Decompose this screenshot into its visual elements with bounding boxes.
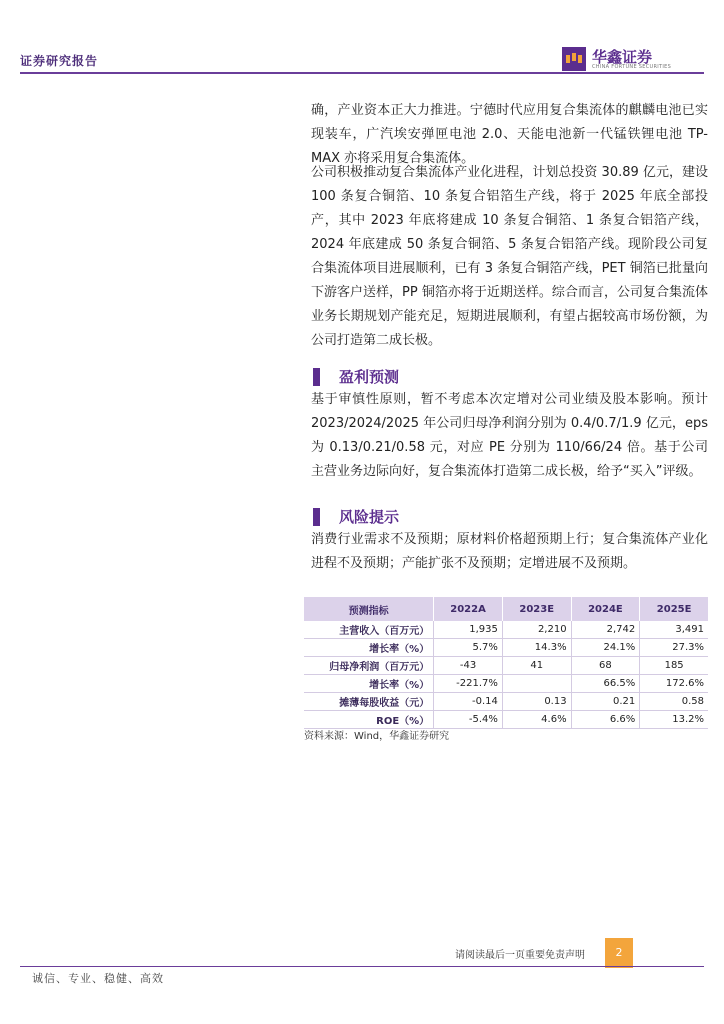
paragraph-forecast	[311, 388, 708, 484]
company-logo	[562, 47, 682, 71]
logo-chinese-name: 华鑫证券	[592, 48, 653, 66]
row-label: 主营收入（百万元）	[304, 621, 434, 639]
table-cell: 68	[571, 657, 640, 675]
footer-divider	[20, 966, 704, 967]
paragraph-company-progress	[311, 161, 708, 353]
table-cell: 3,491	[640, 621, 708, 639]
table-cell: 1,935	[434, 621, 503, 639]
table-header-cell: 预测指标	[304, 597, 434, 621]
page-number: 2	[605, 938, 633, 968]
row-label: 摊薄每股收益（元）	[304, 693, 434, 711]
table-row	[304, 621, 708, 639]
section-heading-text: 风险提示	[339, 508, 400, 526]
heading-bar-icon	[313, 508, 320, 526]
row-label: 增长率（%）	[304, 639, 434, 657]
table-cell: -5.4%	[434, 711, 503, 729]
row-label: 增长率（%）	[304, 675, 434, 693]
table-cell: 41	[502, 657, 571, 675]
table-header-row	[304, 597, 708, 621]
table-row	[304, 693, 708, 711]
paragraph-risk	[311, 528, 708, 576]
report-type-label: 证券研究报告	[20, 54, 99, 68]
table-header-cell: 2025E	[640, 597, 708, 621]
table-cell: 24.1%	[571, 639, 640, 657]
table-cell: 5.7%	[434, 639, 503, 657]
table-header-cell: 2022A	[434, 597, 503, 621]
table-cell: 2,742	[571, 621, 640, 639]
table-row	[304, 675, 708, 693]
row-label: 归母净利润（百万元）	[304, 657, 434, 675]
table-cell: 4.6%	[502, 711, 571, 729]
table-cell: -0.14	[434, 693, 503, 711]
heading-bar-icon	[313, 368, 320, 386]
row-label: ROE（%）	[304, 711, 434, 729]
company-slogan: 诚信、专业、稳健、高效	[32, 972, 164, 985]
table-cell: 0.58	[640, 693, 708, 711]
table-cell: 66.5%	[571, 675, 640, 693]
table-row	[304, 711, 708, 729]
table-source-note: 资料来源：Wind，华鑫证券研究	[304, 731, 450, 742]
table-cell: 2,210	[502, 621, 571, 639]
paragraph-text: 确，产业资本正大力推进。宁德时代应用复合集流体的麒麟电池已实现装车，广汽埃安弹匣电池 2.0、天能电池新一代锰铁锂电池 TP-MAX 亦将采用复合集流体。	[311, 103, 708, 166]
table-cell: 0.21	[571, 693, 640, 711]
table-header-cell: 2024E	[571, 597, 640, 621]
forecast-table	[304, 597, 708, 729]
section-heading-text: 盈利预测	[339, 368, 400, 386]
table-cell: 13.2%	[640, 711, 708, 729]
paragraph-text: 公司积极推动复合集流体产业化进程，计划总投资 30.89 亿元，建设 100 条复合铜箔、10 条复合铝箔生产线，将于 2025 年底全部投产，其中 2023 年底将建成 10 条复合铜箔、1 条复合铝箔产线，2024 年底建成 50 条复合铜箔、5 条复合铝箔产线。现阶段公司复合集流体项目进展顺利，已有 3 条复合铜箔产线，PET 铜箔已批量向下游客户送样，PP 铜箔亦将于近期送样。综合而言，公司复合集流体业务长期规划产能充足，短期进展顺利，有望占据较高市场份额，为公司打造第二成长极。	[311, 165, 708, 348]
header-divider	[20, 72, 704, 74]
paragraph-text: 基于审慎性原则，暂不考虑本次定增对公司业绩及股本影响。预计 2023/2024/2025 年公司归母净利润分别为 0.4/0.7/1.9 亿元，eps 为 0.13/0.21/0.58 元，对应 PE 分别为 110/66/24 倍。基于公司主营业务边际向好，复合集流体打造第二成长极，给予“买入”评级。	[311, 392, 708, 479]
table-header-cell: 2023E	[502, 597, 571, 621]
logo-english-name: CHINA FORTUNE SECURITIES	[592, 64, 672, 70]
table-cell: 185	[640, 657, 708, 675]
table-cell: -221.7%	[434, 675, 503, 693]
paragraph-text: 消费行业需求不及预期；原材料价格超预期上行；复合集流体产业化进程不及预期；产能扩张不及预期；定增进展不及预期。	[311, 532, 708, 571]
table-cell: 27.3%	[640, 639, 708, 657]
table-cell: 14.3%	[502, 639, 571, 657]
disclaimer-note: 请阅读最后一页重要免责声明	[455, 950, 585, 961]
table-cell: 6.6%	[571, 711, 640, 729]
table-cell: 172.6%	[640, 675, 708, 693]
table-row	[304, 639, 708, 657]
table-cell: -43	[434, 657, 503, 675]
logo-mark-icon	[562, 47, 586, 71]
table-cell: 0.13	[502, 693, 571, 711]
table-cell	[502, 675, 571, 693]
table-row	[304, 657, 708, 675]
